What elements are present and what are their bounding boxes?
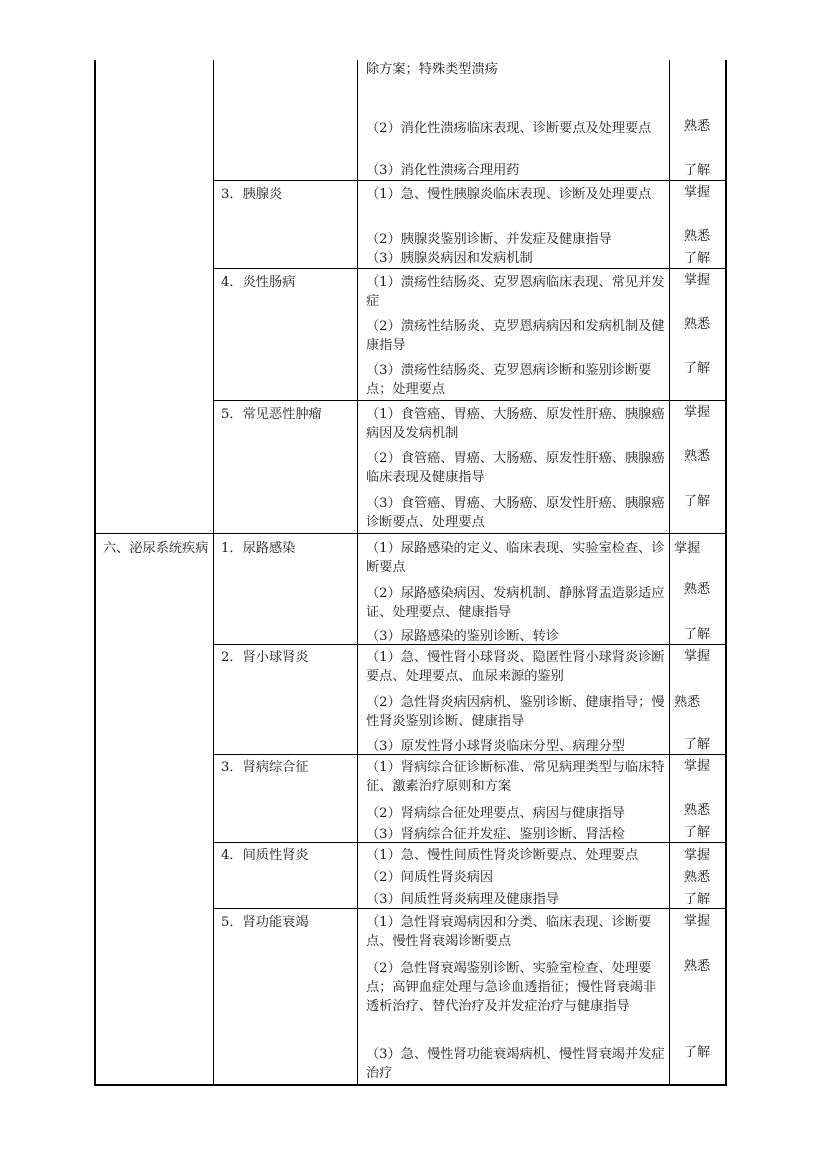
content-cell: （3）急、慢性肾功能衰竭病机、慢性肾衰竭并发症治疗 bbox=[366, 1047, 665, 1081]
content-cell: （1）食管癌、胃癌、大肠癌、原发性肝癌、胰腺癌病因及发病机制 bbox=[366, 407, 665, 441]
content-cell: （2）食管癌、胃癌、大肠癌、原发性肝癌、胰腺癌临床表现及健康指导 bbox=[366, 451, 665, 485]
content-cell: （2）间质性肾炎病因 bbox=[366, 870, 494, 885]
level-cell: 熟悉 bbox=[683, 229, 711, 244]
topic-cell: 5．肾功能衰竭 bbox=[221, 915, 309, 930]
table-border-bottom bbox=[94, 1084, 727, 1086]
level-cell: 熟悉 bbox=[683, 582, 711, 597]
content-cell: （1）肾病综合征诊断标准、常见病理类型与临床特征、激素治疗原则和方案 bbox=[366, 760, 665, 794]
level-cell: 了解 bbox=[683, 892, 711, 907]
level-cell: 掌握 bbox=[683, 759, 711, 774]
content-cell: （2）尿路感染病因、发病机制、静脉肾盂造影适应证、处理要点、健康指导 bbox=[366, 586, 665, 620]
content-cell: （2）肾病综合征处理要点、病因与健康指导 bbox=[366, 806, 625, 821]
row-divider bbox=[213, 180, 727, 181]
table-border-left bbox=[94, 60, 96, 1085]
content-cell: （2）急性肾炎病因病机、鉴别诊断、健康指导；慢性肾炎鉴别诊断、健康指导 bbox=[366, 695, 665, 729]
level-cell: 了解 bbox=[683, 361, 711, 376]
level-cell: 了解 bbox=[683, 1045, 711, 1060]
content-cell: （2）消化性溃疡临床表现、诊断要点及处理要点 bbox=[366, 121, 652, 136]
level-cell: 掌握 bbox=[683, 405, 711, 420]
level-cell: 了解 bbox=[683, 825, 711, 840]
level-cell: 了解 bbox=[683, 251, 711, 266]
level-cell: 熟悉 bbox=[674, 695, 701, 710]
content-cell: （1）急、慢性间质性肾炎诊断要点、处理要点 bbox=[366, 848, 639, 863]
level-cell: 掌握 bbox=[683, 273, 711, 288]
level-cell: 掌握 bbox=[683, 185, 711, 200]
content-cell: （3）尿路感染的鉴别诊断、转诊 bbox=[366, 629, 560, 644]
content-cell: （2）急性肾衰竭鉴别诊断、实验室检查、处理要点；高钾血症处理与急诊血透指征；慢性肾衰竭非透析治疗、替代治疗及并发症治疗与健康指导 bbox=[366, 961, 657, 1014]
content-cell: （1）溃疡性结肠炎、克罗恩病临床表现、常见并发症 bbox=[366, 275, 665, 309]
unit-cell: 六、泌尿系统疾病 bbox=[103, 541, 209, 556]
topic-cell: 3．肾病综合征 bbox=[221, 760, 309, 775]
row-divider bbox=[213, 400, 727, 401]
level-cell: 熟悉 bbox=[683, 449, 711, 464]
table-border-right bbox=[725, 60, 727, 1085]
content-cell: （2）胰腺炎鉴别诊断、并发症及健康指导 bbox=[366, 232, 612, 247]
column-divider-2 bbox=[357, 60, 358, 1085]
content-cell: （3）肾病综合征并发症、鉴别诊断、肾活检 bbox=[366, 827, 625, 842]
content-cell: （1）急、慢性胰腺炎临床表现、诊断及处理要点 bbox=[366, 187, 652, 202]
content-cell: （3）间质性肾炎病理及健康指导 bbox=[366, 892, 560, 907]
row-divider bbox=[213, 268, 727, 269]
level-cell: 熟悉 bbox=[683, 317, 711, 332]
content-cell: （3）原发性肾小球肾炎临床分型、病理分型 bbox=[366, 739, 625, 754]
topic-cell: 4．间质性肾炎 bbox=[221, 848, 309, 863]
column-divider-1 bbox=[213, 60, 214, 1085]
level-cell: 了解 bbox=[683, 737, 711, 752]
topic-cell: 3．胰腺炎 bbox=[221, 187, 283, 202]
topic-cell: 1．尿路感染 bbox=[221, 541, 296, 556]
level-cell: 熟悉 bbox=[683, 959, 711, 974]
content-cell: （3）溃疡性结肠炎、克罗恩病诊断和鉴别诊断要点；处理要点 bbox=[366, 363, 652, 397]
content-cell: 除方案；特殊类型溃疡 bbox=[366, 62, 498, 77]
content-cell: （1）急性肾衰竭病因和分类、临床表现、诊断要点、慢性肾衰竭诊断要点 bbox=[366, 915, 652, 949]
content-cell: （1）急、慢性肾小球肾炎、隐匿性肾小球肾炎诊断要点、处理要点、血尿来源的鉴别 bbox=[366, 650, 665, 684]
level-cell: 掌握 bbox=[674, 541, 701, 556]
unit-divider bbox=[94, 533, 727, 534]
level-cell: 了解 bbox=[683, 627, 711, 642]
content-cell: （3）消化性溃疡合理用药 bbox=[366, 163, 520, 178]
level-cell: 掌握 bbox=[683, 649, 711, 664]
topic-cell: 2．肾小球肾炎 bbox=[221, 650, 309, 665]
content-cell: （2）溃疡性结肠炎、克罗恩病病因和发病机制及健康指导 bbox=[366, 319, 665, 353]
level-cell: 了解 bbox=[683, 494, 711, 509]
content-cell: （3）胰腺炎病因和发病机制 bbox=[366, 251, 533, 266]
level-cell: 了解 bbox=[683, 163, 711, 178]
level-cell: 掌握 bbox=[683, 914, 711, 929]
topic-cell: 5．常见恶性肿瘤 bbox=[221, 407, 322, 422]
content-cell: （3）食管癌、胃癌、大肠癌、原发性肝癌、胰腺癌诊断要点、处理要点 bbox=[366, 496, 665, 530]
level-cell: 熟悉 bbox=[683, 803, 711, 818]
content-cell: （1）尿路感染的定义、临床表现、实验室检查、诊断要点 bbox=[366, 541, 665, 575]
level-cell: 熟悉 bbox=[683, 870, 711, 885]
topic-cell: 4．炎性肠病 bbox=[221, 275, 296, 290]
column-divider-3 bbox=[669, 60, 670, 1085]
level-cell: 熟悉 bbox=[683, 119, 711, 134]
level-cell: 掌握 bbox=[683, 848, 711, 863]
